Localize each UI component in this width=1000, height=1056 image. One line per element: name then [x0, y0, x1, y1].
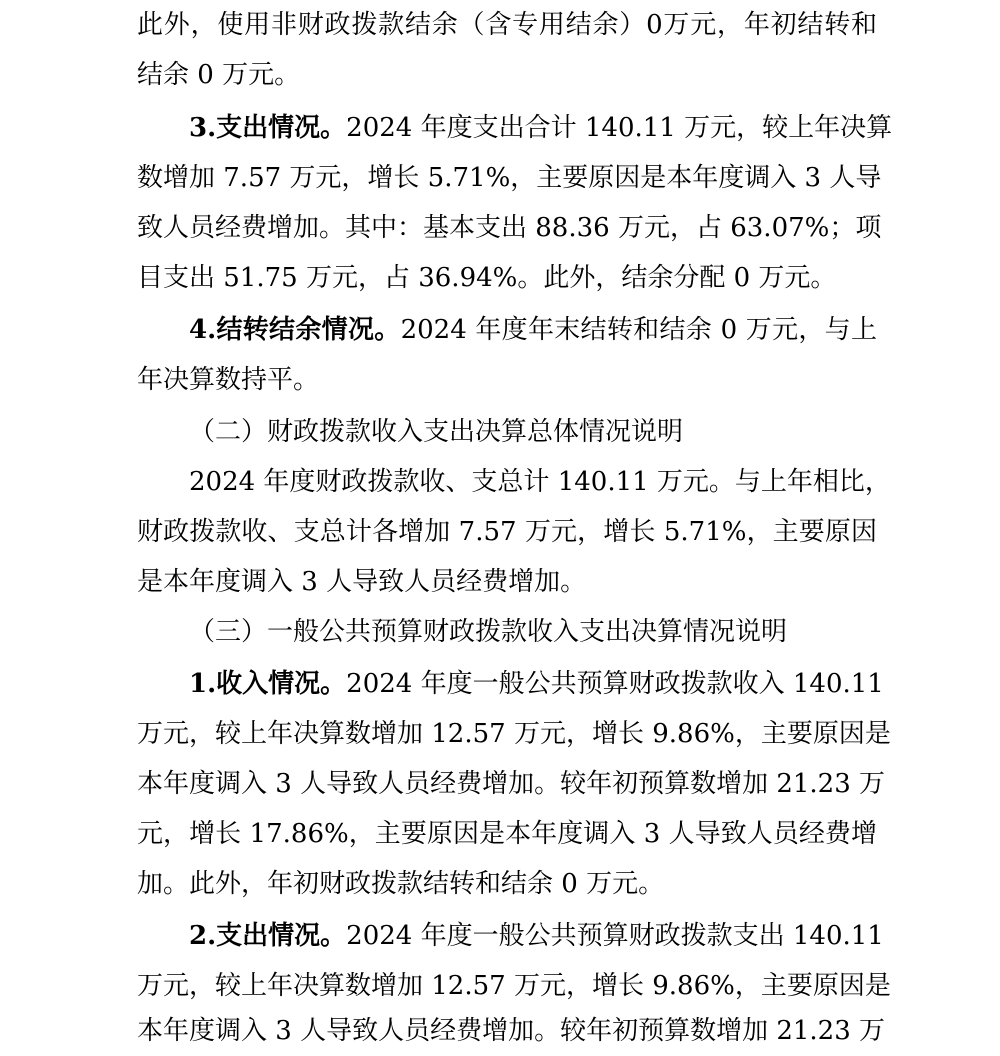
section-heading-2 — [137, 407, 877, 457]
section-lead-carryover: 4.结转结余情况。 — [189, 315, 401, 345]
paragraph-text: 是本年度调入 3 人导致人员经费增加。 — [137, 567, 587, 597]
paragraph-text: 致人员经费增加。其中：基本支出 88.36 万元，占 63.07%；项 — [137, 213, 882, 243]
paragraph-text: 本年度调入 3 人导致人员经费增加。较年初预算数增加 21.23 万 — [137, 769, 886, 799]
paragraph-line — [137, 557, 877, 607]
section-lead-income: 1.收入情况。 — [189, 669, 347, 699]
heading-text: （三）一般公共预算财政拨款收入支出决算情况说明 — [189, 617, 788, 647]
paragraph-text: 元，增长 17.86%，主要原因是本年度调入 3 人导致人员经费增 — [137, 819, 877, 849]
paragraph-line — [137, 659, 884, 709]
section-heading-3 — [137, 607, 877, 657]
paragraph-text: 2024 年度财政拨款收、支总计 140.11 万元。与上年相比， — [189, 467, 891, 497]
paragraph-text: 目支出 51.75 万元，占 36.94%。此外，结余分配 0 万元。 — [137, 263, 837, 293]
paragraph-text: 结余 0 万元。 — [137, 60, 301, 90]
paragraph-line — [137, 457, 891, 507]
paragraph-text: 2024 年度支出合计 140.11 万元，较上年决算 — [346, 113, 893, 143]
section-lead-expenditure: 3.支出情况。 — [189, 113, 347, 143]
paragraph-line — [137, 961, 891, 1011]
paragraph-text: 万元，较上年决算数增加 12.57 万元，增长 9.86%，主要原因是 — [137, 971, 891, 1001]
paragraph-line — [137, 759, 886, 809]
paragraph-line — [137, 253, 877, 303]
paragraph-line — [137, 0, 877, 50]
paragraph-text: 本年度调入 3 人导致人员经费增加。较年初预算数增加 21.23 万 — [137, 1016, 886, 1046]
paragraph-text: 加。此外，年初财政拨款结转和结余 0 万元。 — [137, 869, 665, 899]
paragraph-text: 年决算数持平。 — [137, 365, 320, 395]
paragraph-text: 此外，使用非财政拨款结余（含专用结余）0万元，年初结转和 — [137, 10, 877, 40]
paragraph-line — [137, 203, 882, 253]
paragraph-text: 2024 年度一般公共预算财政拨款支出 140.11 — [346, 921, 884, 951]
paragraph-line — [137, 911, 884, 961]
section-lead-expenditure-general: 2.支出情况。 — [189, 921, 347, 951]
paragraph-line — [137, 50, 877, 100]
paragraph-line — [137, 859, 877, 909]
paragraph-line — [137, 1006, 886, 1056]
paragraph-line — [137, 153, 882, 203]
paragraph-text: 财政拨款收、支总计各增加 7.57 万元，增长 5.71%，主要原因 — [137, 517, 877, 547]
paragraph-text: 数增加 7.57 万元，增长 5.71%，主要原因是本年度调入 3 人导 — [137, 163, 882, 193]
paragraph-line — [137, 103, 893, 153]
paragraph-line — [137, 355, 877, 405]
paragraph-line — [137, 305, 877, 355]
paragraph-line — [137, 507, 877, 557]
paragraph-line — [137, 709, 891, 759]
paragraph-text: 2024 年度一般公共预算财政拨款收入 140.11 — [346, 669, 884, 699]
paragraph-text: 2024 年度年末结转和结余 0 万元，与上 — [400, 315, 877, 345]
heading-text: （二）财政拨款收入支出决算总体情况说明 — [189, 417, 684, 447]
paragraph-line — [137, 809, 877, 859]
paragraph-text: 万元，较上年决算数增加 12.57 万元，增长 9.86%，主要原因是 — [137, 719, 891, 749]
